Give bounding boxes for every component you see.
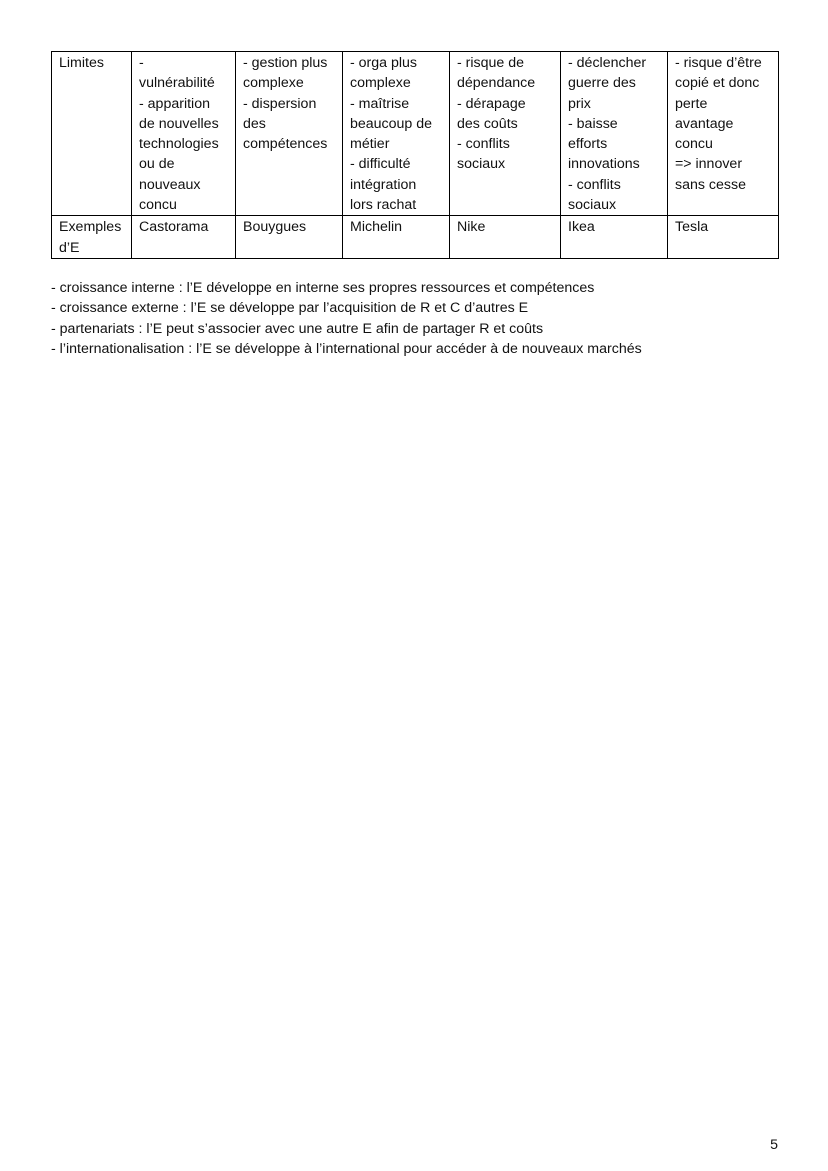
table-cell: - déclencher guerre des prix - baisse efforts innovations - conflits sociaux [561, 52, 668, 216]
table-cell: - gestion plus complexe - dispersion des compétences [236, 52, 343, 216]
note-internationalisation: - l’internationalisation : l’E se développe à l’international pour accéder à de nouveaux marchés [51, 340, 642, 357]
note-croissance-interne: - croissance interne : l’E développe en interne ses propres ressources et compétences [51, 280, 595, 296]
growth-notes [51, 278, 642, 359]
row-header-exemples: Exemples d’E [52, 216, 132, 259]
table-cell: Michelin [343, 216, 450, 259]
table-cell: Nike [450, 216, 561, 259]
note-croissance-externe: - croissance externe : l’E se développe par l’acquisition de R et C d’autres E [51, 300, 529, 317]
table-row-exemples [52, 216, 779, 259]
table-cell: - risque d’être copié et donc perte avantage concu => innover sans cesse [668, 52, 779, 216]
table-cell: Ikea [561, 216, 668, 259]
table-cell: Tesla [668, 216, 779, 259]
page-number: 5 [770, 1137, 778, 1153]
table-cell: - vulnérabilité - apparition de nouvelles technologies ou de nouveaux concu [132, 52, 236, 216]
table-cell: - risque de dépendance - dérapage des coûts - conflits sociaux [450, 52, 561, 216]
row-header-limites: Limites [52, 52, 132, 216]
strategy-table [51, 51, 779, 259]
note-partenariats: - partenariats : l’E peut s’associer avec une autre E afin de partager R et coûts [51, 320, 544, 337]
table-cell: Bouygues [236, 216, 343, 259]
table-cell: - orga plus complexe - maîtrise beaucoup de métier - difficulté intégration lors rachat [343, 52, 450, 216]
table-row-limites [52, 52, 779, 216]
table-cell: Castorama [132, 216, 236, 259]
